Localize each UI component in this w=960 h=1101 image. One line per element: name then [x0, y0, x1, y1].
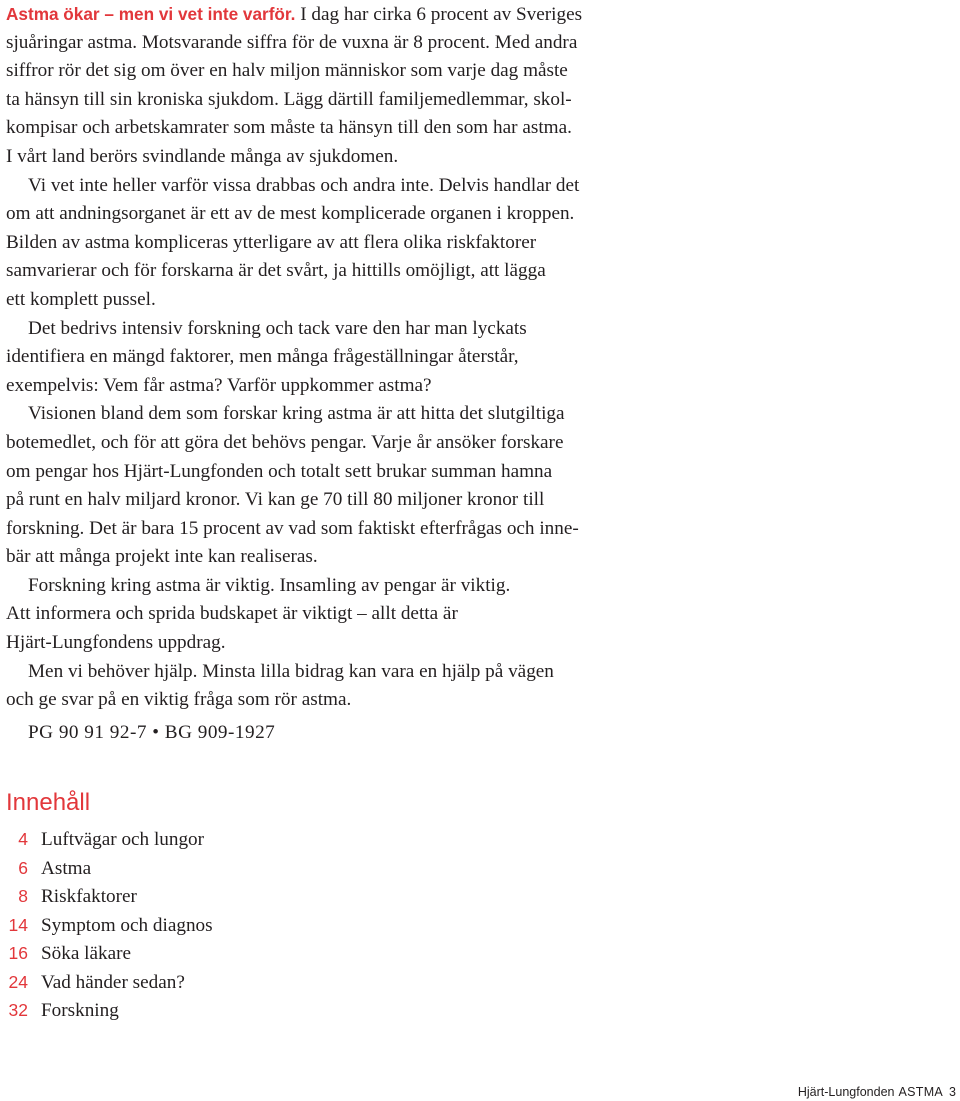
- toc-list: [6, 825, 406, 1025]
- toc-item[interactable]: [6, 911, 406, 940]
- toc-page-number: 32: [8, 1000, 28, 1020]
- intro-line: Bilden av astma kompliceras ytterligare av att flera olika riskfaktorer: [6, 231, 537, 253]
- toc-page-number: 8: [18, 886, 28, 906]
- intro-line: Vi vet inte heller varför vissa drabbas och andra inte. Delvis handlar det: [28, 174, 580, 196]
- toc-page-number: 16: [8, 943, 28, 963]
- intro-line: om att andningsorganet är ett av de mest komplicerade organen i kroppen.: [6, 203, 575, 225]
- toc-label: Astma: [41, 857, 92, 879]
- intro-line: Hjärt-Lungfondens uppdrag.: [6, 632, 226, 654]
- toc-item[interactable]: [6, 882, 406, 911]
- toc-item[interactable]: [6, 854, 406, 883]
- intro-line: Men vi behöver hjälp. Minsta lilla bidrag kan vara en hjälp på vägen: [28, 660, 554, 682]
- intro-line: på runt en halv miljard kronor. Vi kan ge 70 till 80 miljoner kronor till: [6, 489, 545, 511]
- intro-text: [6, 0, 956, 747]
- footer-topic: ASTMA: [898, 1085, 944, 1099]
- toc-page-number: 24: [8, 971, 28, 992]
- toc-page-number: 14: [8, 914, 28, 935]
- toc-item[interactable]: [6, 968, 406, 997]
- toc-label: Vad händer sedan?: [41, 971, 185, 993]
- intro-line: ett komplett pussel.: [6, 288, 156, 310]
- lead-heading: Astma ökar – men vi vet inte varför.: [6, 4, 296, 24]
- intro-line: om pengar hos Hjärt-Lungfonden och totalt sett brukar summan hamna: [6, 460, 553, 482]
- toc-page-number: 4: [18, 829, 28, 849]
- intro-line: Att informera och sprida budskapet är viktigt – allt detta är: [6, 603, 458, 625]
- table-of-contents: [6, 787, 406, 1025]
- intro-line: identifiera en mängd faktorer, men många frågeställningar återstår,: [6, 346, 519, 368]
- intro-line: sjuåringar astma. Motsvarande siffra för de vuxna är 8 procent. Med andra: [6, 31, 578, 53]
- toc-item[interactable]: [6, 825, 406, 854]
- intro-line: Visionen bland dem som forskar kring astma är att hitta det slutgiltiga: [28, 403, 565, 425]
- intro-line: bär att många projekt inte kan realiseras.: [6, 546, 318, 568]
- footer-brand: Hjärt-Lungfonden: [797, 1085, 895, 1099]
- toc-title: Innehåll: [6, 789, 91, 816]
- toc-label: Riskfaktorer: [41, 886, 137, 907]
- intro-line: kompisar och arbetskamrater som måste ta hänsyn till den som har astma.: [6, 117, 572, 139]
- toc-label: Söka läkare: [41, 943, 132, 964]
- intro-line: I vårt land berörs svindlande många av sjukdomen.: [6, 145, 399, 167]
- intro-line: siffror rör det sig om över en halv miljon människor som varje dag måste: [6, 60, 568, 82]
- intro-line: Det bedrivs intensiv forskning och tack vare den har man lyckats: [28, 317, 527, 339]
- toc-label: Symptom och diagnos: [41, 914, 213, 936]
- page-footer: [798, 1085, 956, 1099]
- toc-label: Luftvägar och lungor: [41, 829, 205, 850]
- intro-line: botemedlet, och för att göra det behövs pengar. Varje år ansöker forskare: [6, 431, 564, 453]
- toc-item[interactable]: [6, 939, 406, 968]
- intro-line: och ge svar på en viktig fråga som rör astma.: [6, 689, 352, 711]
- intro-line: forskning. Det är bara 15 procent av vad som faktiskt efterfrågas och inne-: [6, 517, 579, 539]
- toc-page-number: 6: [18, 857, 28, 878]
- intro-line: ta hänsyn till sin kroniska sjukdom. Lägg därtill familjemedlemmar, skol-: [6, 88, 572, 110]
- page-number: 3: [949, 1085, 956, 1099]
- toc-item[interactable]: [6, 996, 406, 1025]
- intro-line: exempelvis: Vem får astma? Varför uppkommer astma?: [6, 374, 432, 396]
- intro-line: samvarierar och för forskarna är det svårt, ja hittills omöjligt, att lägga: [6, 260, 546, 282]
- intro-line: [6, 0, 956, 29]
- toc-label: Forskning: [41, 1000, 119, 1021]
- payment-info: PG 90 91 92-7 • BG 909-1927: [28, 721, 276, 743]
- intro-line: Forskning kring astma är viktig. Insamling av pengar är viktig.: [28, 574, 511, 596]
- intro-line-text: I dag har cirka 6 procent av Sveriges: [295, 4, 583, 25]
